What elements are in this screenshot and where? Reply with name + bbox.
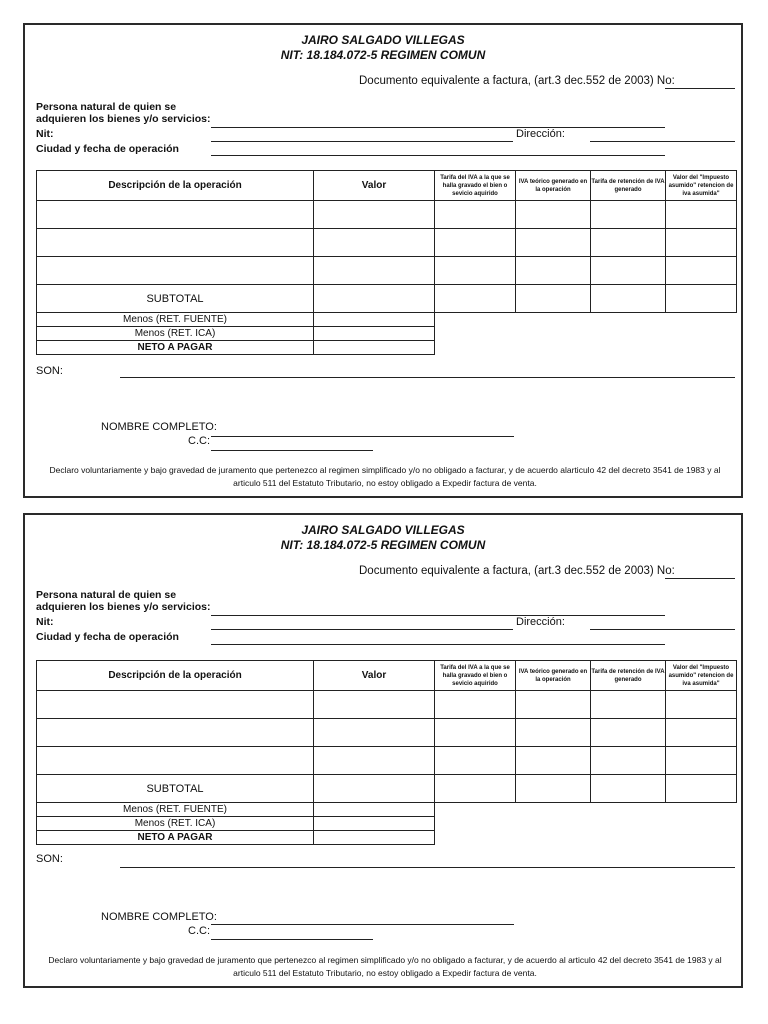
subtotal-row [37,285,737,313]
nit-label: Nit: [36,616,54,628]
col-tarifa-iva: Tarifa del IVA a la que se halla gravado el bien o sevicio aquirido [435,171,516,201]
subtotal-iva-teorico[interactable] [516,775,591,803]
ret-fuente-label: Menos (RET. FUENTE) [37,313,314,327]
subtotal-label: SUBTOTAL [37,285,314,313]
neto-row [37,341,737,355]
cell-iva-teorico[interactable] [516,691,591,719]
cell-valor[interactable] [314,229,435,257]
doc-equivalente-label: Documento equivalente a factura, (art.3 dec.552 de 2003) No: [359,75,675,87]
cell-tarifa-iva[interactable] [435,691,516,719]
col-tarifa-iva: Tarifa del IVA a la que se halla gravado el bien o sevicio aquirido [435,661,516,691]
cell-valor[interactable] [314,201,435,229]
col-iva-teorico: IVA teórico generado en la operación [516,661,591,691]
ciudad-fecha-field[interactable] [211,155,665,156]
table-row [37,719,737,747]
direccion-field[interactable] [590,629,735,630]
nombre-completo-label: NOMBRE COMPLETO: [101,421,217,433]
cell-valor-impuesto[interactable] [666,719,737,747]
cell-tarifa-retencion[interactable] [591,691,666,719]
declaration-text: Declaro voluntariamente y bajo gravedad de juramento que pertenezco al regimen simplificado y/o no obligado a facturar, y de acuerdo al articulo 42 del decreto 3541 de 1983 y al articulo 511 del Estatuto Tributario, no estoy obligado a Expedir factura de venta. [48,955,722,978]
col-valor-impuesto: Valor del "Impuesto asumido" retencion de iva asumida" [666,171,737,201]
cell-iva-teorico[interactable] [516,257,591,285]
table-row [37,747,737,775]
son-field[interactable] [120,377,735,378]
cell-valor[interactable] [314,257,435,285]
ciudad-fecha-label: Ciudad y fecha de operación [36,631,179,643]
col-descripcion: Descripción de la operación [37,661,314,691]
col-tarifa-retencion: Tarifa de retención de IVA generado [591,171,666,201]
persona-label-1: Persona natural de quien se [36,101,177,113]
cell-valor-impuesto[interactable] [666,747,737,775]
cell-iva-teorico[interactable] [516,747,591,775]
declaration-text: Declaro voluntariamente y bajo gravedad de juramento que pertenezco al regimen simplificado y/o no obligado a facturar, y de acuerdo alarticulo 42 del decreto 3541 de 1983 y al articulo 511 del Estatuto Tributario, no estoy obligado a Expedir factura de venta. [49,465,721,488]
nit-label: Nit: [36,128,54,140]
nombre-completo-label: NOMBRE COMPLETO: [101,911,217,923]
neto-valor[interactable] [314,831,435,845]
son-label: SON: [36,853,63,865]
ret-fuente-valor[interactable] [314,313,435,327]
neto-label: NETO A PAGAR [37,341,314,355]
subtotal-tarifa-retencion[interactable] [591,775,666,803]
subtotal-row [37,775,737,803]
cc-label: C.C: [188,925,210,937]
son-label: SON: [36,365,63,377]
cell-descripcion[interactable] [37,229,314,257]
col-iva-teorico: IVA teórico generado en la operación [516,171,591,201]
doc-number-field[interactable] [665,88,735,89]
cell-descripcion[interactable] [37,257,314,285]
direccion-label: Dirección: [516,128,565,140]
cell-valor-impuesto[interactable] [666,257,737,285]
table-row [37,229,737,257]
table-row [37,257,737,285]
table-row [37,691,737,719]
subtotal-valor-impuesto[interactable] [666,285,737,313]
neto-label: NETO A PAGAR [37,831,314,845]
cc-field[interactable] [211,450,373,451]
nit-field[interactable] [211,141,513,142]
cell-tarifa-iva[interactable] [435,257,516,285]
ret-ica-valor[interactable] [314,327,435,341]
persona-field[interactable] [211,127,665,128]
subtotal-tarifa-iva[interactable] [435,285,516,313]
persona-field[interactable] [211,615,665,616]
ciudad-fecha-label: Ciudad y fecha de operación [36,143,179,155]
ret-ica-row [37,817,737,831]
ret-fuente-valor[interactable] [314,803,435,817]
cell-descripcion[interactable] [37,747,314,775]
cell-valor-impuesto[interactable] [666,201,737,229]
ciudad-fecha-field[interactable] [211,644,665,645]
cell-tarifa-iva[interactable] [435,229,516,257]
col-valor: Valor [314,171,435,201]
persona-label-1: Persona natural de quien se [36,589,177,601]
doc-equivalente-label: Documento equivalente a factura, (art.3 dec.552 de 2003) No: [359,565,675,577]
cell-valor-impuesto[interactable] [666,229,737,257]
operations-table [36,660,737,845]
cell-descripcion[interactable] [37,201,314,229]
persona-label-2: adquieren los bienes y/o servicios: [36,601,211,613]
cell-tarifa-retencion[interactable] [591,229,666,257]
cc-label: C.C: [188,435,210,447]
subtotal-valor[interactable] [314,285,435,313]
persona-label-2: adquieren los bienes y/o servicios: [36,113,211,125]
direccion-label: Dirección: [516,616,565,628]
ret-fuente-row [37,803,737,817]
neto-valor[interactable] [314,341,435,355]
ret-fuente-row [37,313,737,327]
cell-valor-impuesto[interactable] [666,691,737,719]
cell-valor[interactable] [314,747,435,775]
ret-fuente-label: Menos (RET. FUENTE) [37,803,314,817]
cell-iva-teorico[interactable] [516,719,591,747]
cell-descripcion[interactable] [37,719,314,747]
ret-ica-row [37,327,737,341]
cell-tarifa-retencion[interactable] [591,747,666,775]
son-field[interactable] [120,867,735,868]
ret-ica-label: Menos (RET. ICA) [37,817,314,831]
cc-field[interactable] [211,939,373,940]
col-tarifa-retencion: Tarifa de retención de IVA generado [591,661,666,691]
nombre-completo-field[interactable] [211,436,514,437]
nit-field[interactable] [211,629,513,630]
neto-row [37,831,737,845]
cell-tarifa-retencion[interactable] [591,719,666,747]
cell-tarifa-iva[interactable] [435,719,516,747]
subtotal-valor[interactable] [314,775,435,803]
company-nit: NIT: 18.184.072-5 REGIMEN COMUN [280,538,486,552]
subtotal-iva-teorico[interactable] [516,285,591,313]
cell-valor[interactable] [314,719,435,747]
col-valor-impuesto: Valor del "Impuesto asumido" retencion de iva asumida" [666,661,737,691]
cell-tarifa-retencion[interactable] [591,201,666,229]
cell-tarifa-iva[interactable] [435,201,516,229]
cell-iva-teorico[interactable] [516,229,591,257]
cell-iva-teorico[interactable] [516,201,591,229]
col-descripcion: Descripción de la operación [37,171,314,201]
invoice-form-2 [23,513,743,988]
company-name: JAIRO SALGADO VILLEGAS [301,523,465,537]
cell-descripcion[interactable] [37,691,314,719]
ret-ica-label: Menos (RET. ICA) [37,327,314,341]
subtotal-tarifa-iva[interactable] [435,775,516,803]
operations-table [36,170,737,355]
doc-number-field[interactable] [665,578,735,579]
company-nit: NIT: 18.184.072-5 REGIMEN COMUN [280,48,486,62]
ret-ica-valor[interactable] [314,817,435,831]
cell-tarifa-iva[interactable] [435,747,516,775]
subtotal-valor-impuesto[interactable] [666,775,737,803]
direccion-field[interactable] [590,141,735,142]
nombre-completo-field[interactable] [211,924,514,925]
company-name: JAIRO SALGADO VILLEGAS [301,33,465,47]
col-valor: Valor [314,661,435,691]
table-row [37,201,737,229]
invoice-form-1 [23,23,743,498]
cell-tarifa-retencion[interactable] [591,257,666,285]
subtotal-label: SUBTOTAL [37,775,314,803]
subtotal-tarifa-retencion[interactable] [591,285,666,313]
cell-valor[interactable] [314,691,435,719]
